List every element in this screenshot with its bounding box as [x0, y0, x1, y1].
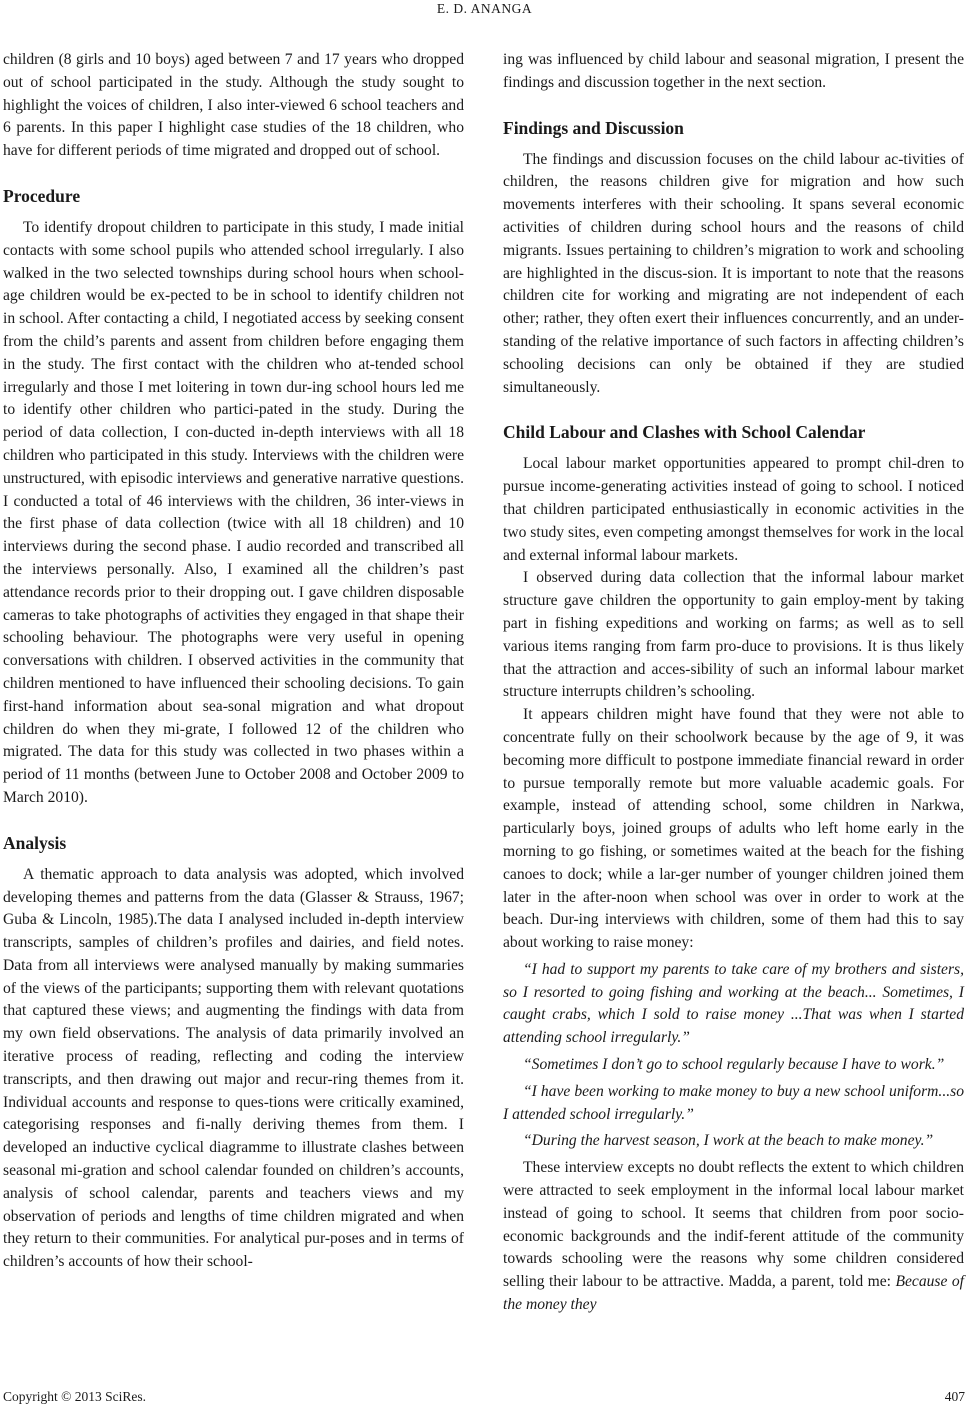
quote-1-text: “I had to support my parents to take care of my brothers and sisters, so I resorted to going fishing and working at the beach... Sometimes, I caught crabs, which I sold to raise money ...That was when I started attending school irregularly.”	[503, 960, 964, 1047]
right-column	[503, 49, 964, 1317]
child-labour-paragraph-4	[503, 1157, 964, 1317]
analysis-heading: Analysis	[3, 832, 67, 853]
child-labour-paragraph-3: It appears children might have found that they were not able to concentrate fully on their schoolwork because by the age of 9, it was becoming more difficult to postpone immediate financial reward in order to pursue temporally remote but more valuable academic goals. For example, instead of attending school, some children in Narkwa, particularly boys, joined groups of adults who left home early in the morning to go fishing, or sometimes waited at the beach for the fishing canoes to dock; while a lar-ger number of younger children joined them later in the after-noon when school was over in order to work at the beach. Dur-ing interviews with children, some of them had this to say about working to raise money:	[503, 706, 964, 952]
child-labour-heading: Child Labour and Clashes with School Calendar	[503, 422, 866, 443]
quote-3-text: “I have been working to make money to buy a new school uniform...so I attended school irregularly.”	[503, 1082, 964, 1123]
interview-quote-4	[503, 1130, 964, 1153]
analysis-paragraph: A thematic approach to data analysis was adopted, which involved developing themes and patterns from the data (Glasser & Strauss, 1967; Guba & Lincoln, 1985).The data I analysed included in-depth interview transcripts, samples of children’s profiles and dairies, and field notes. Data from all interviews were analysed manually by making summaries of the views of the participants; supporting them with relevant quotations that captured these views; and augmenting the findings with data from my own field observations. The analysis of data primarily involved an iterative process of reading, reflecting and coding the interview transcripts, and then drawing out major and recur-ring themes from it. Individual accounts and response to ques-tions were critically examined, categorising responses and fi-nally deriving themes from them. I developed an inductive cyclical diagramme to illustrate clashes between seasonal mi-gration and school calendar founded on children’s accounts, analysis of school calendar, parents and teachers views and my observation of periods and lengths of time children migrated and when they return to their communities. For analytical pur-poses and in terms of children’s accounts of how their school-	[3, 865, 464, 1271]
interview-quote-1	[503, 959, 964, 1050]
procedure-paragraph: To identify dropout children to participate in this study, I made initial contacts with some school pupils who attended school irregularly. I also walked in the two selected townships during school hours when school-age children would be ex-pected to be in school to identify children not in school. After contacting a child, I negotiated access by seeking consent from the child’s parents and assent from children before engaging them in the study. The first contact with the children who at-tended school irregularly and those I met loitering in town dur-ing school hours led me to identify other children who partici-pated in the study. During the period of data collection, I con-ducted in-depth interviews with all 18 children who participated in this study. Interviews with the children were unstructured, with episodic interviews and generative narrative questions. I conducted a total of 46 interviews with the children, 36 inter-views in the first phase of data collection (twice with all 18 children) and 10 interviews during the second phase. I audio recorded and transcribed all the interviews personally. Also, I examined all the children’s past attendance records prior to their dropping out. I gave children disposable cameras to take photographs of activities they engaged in that shape their schooling behaviour. The photographs were very useful in opening conversations with children. I observed activities in the community that children mentioned to have influenced their schooling decisions. To gain first-hand information about sea-sonal migration and what dropout children do when they mi-grate, I followed 12 of the children who migrated. The data for this study was collected in two phases within a period of 11 months (between June to October 2008 and October 2009 to March 2010).	[3, 218, 464, 806]
findings-heading: Findings and Discussion	[503, 117, 684, 138]
child-labour-paragraph-1: Local labour market opportunities appeared to prompt chil-dren to pursue income-generating activities instead of going to school. I noticed that children participated enthusiastically in economic activities in the two study sites, even competing amongst themselves for work in the local and external informal labour markets.	[503, 455, 964, 564]
continued-paragraph: ing was influenced by child labour and seasonal migration, I present the findings and discussion together in the next section.	[503, 51, 964, 91]
procedure-heading: Procedure	[3, 185, 81, 206]
paragraph-4-text: These interview excepts no doubt reflects the extent to which children were attracted to seek employment in the informal local labour market instead of going to school. It seems that children from poor socio-economic backgrounds and the indif-ferent attitude of the community towards schooling were the reasons why some children considered selling their labour to be attractive. Madda, a parent, told me:	[503, 1159, 964, 1291]
interview-quote-3	[503, 1081, 964, 1127]
page-number: 407	[944, 1389, 965, 1404]
intro-paragraph: children (8 girls and 10 boys) aged between 7 and 17 years who dropped out of school participated in the study. Although the study sought to highlight the voices of children, I also inter-viewed 6 school teachers and 6 parents. In this paper I highlight case studies of the 18 children, who have for different periods of time migrated and dropped out of school.	[3, 51, 464, 160]
findings-paragraph: The findings and discussion focuses on the child labour ac-tivities of children, the reasons children give for migration and how such movements interferes with their schooling. It spans several economic activities of children during school hours and the reasons of child migrants. Issues pertaining to children’s migration to work and schooling are highlighted in the discus-sion. It is important to note that the reasons children cite for working and migrating are not independent of each other; rather, they often exert their influences concurrently, and an under-standing of the relative importance of such factors in affecting children’s schooling decisions can only be obtained if they are studied simultaneously.	[503, 150, 964, 396]
quote-4-text: “During the harvest season, I work at the beach to make money.”	[523, 1132, 934, 1150]
interview-quote-2	[503, 1054, 964, 1077]
left-column	[3, 49, 464, 1274]
child-labour-paragraph-2: I observed during data collection that the informal labour market structure gave children the opportunity to gain employ-ment by taking part in fishing expeditions and working on farms; as well as to sell various items ranging from farm pro-duce to provisions. It is thus likely that the attraction and acces-sibility of such an informal labour market structure interrupts children’s schooling.	[503, 569, 964, 701]
copyright-footer: Copyright © 2013 SciRes.	[3, 1389, 147, 1404]
paragraph-4-italic: Because of the money they	[503, 1273, 964, 1314]
running-head: E. D. ANANGA	[436, 1, 533, 16]
quote-2-text: “Sometimes I don’t go to school regularly because I have to work.”	[523, 1056, 945, 1074]
